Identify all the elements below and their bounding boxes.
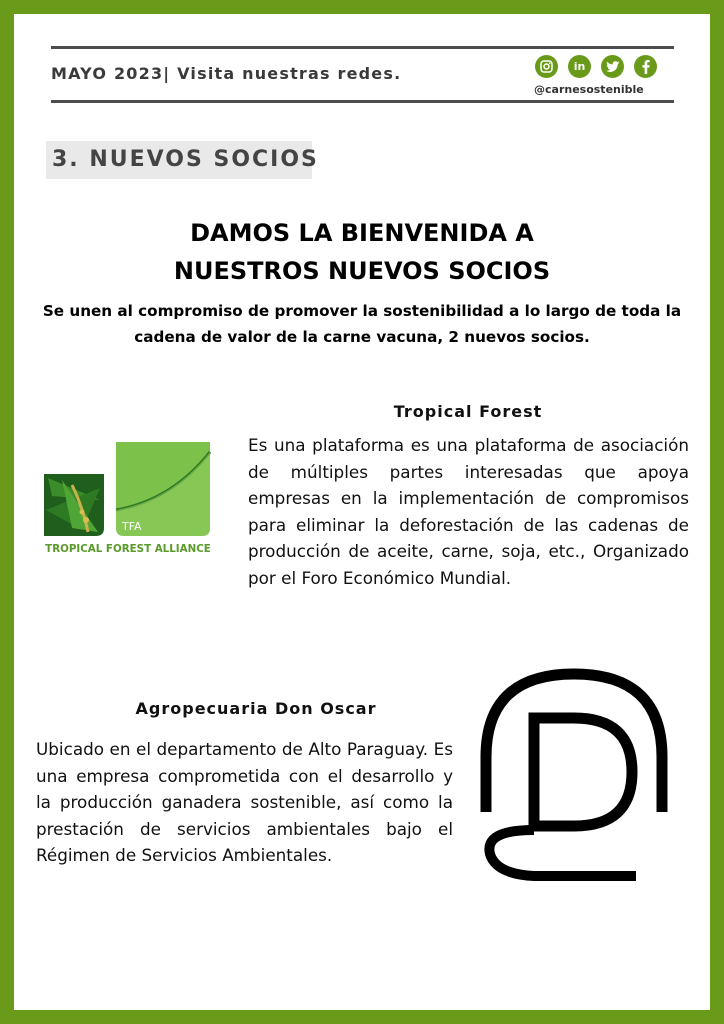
heading-line-2: NUESTROS NUEVOS SOCIOS: [173, 257, 551, 285]
tfa-logo-text: TROPICAL FOREST ALLIANCE: [45, 543, 211, 555]
tfa-logo: [42, 440, 214, 558]
social-links: [535, 55, 657, 78]
instagram-icon[interactable]: [535, 55, 558, 78]
partner-name-don-oscar: Agropecuaria Don Oscar: [135, 699, 377, 718]
social-handle[interactable]: @carnesostenible: [534, 83, 644, 96]
partner-description-don-oscar: Ubicado en el departamento de Alto Paraguay. Es una empresa comprometida con el desarrollo y la producción ganadera sostenible, así como la prestación de servicios ambientales bajo el Régimen de Servicios Ambientales.: [36, 739, 453, 865]
section-title: 3. NUEVOS SOCIOS: [46, 141, 312, 179]
tfa-abbr: TFA: [122, 520, 142, 533]
twitter-icon[interactable]: [601, 55, 624, 78]
facebook-icon[interactable]: [634, 55, 657, 78]
partner-description-tropical-forest: Es una plataforma es una plataforma de asociación de múltiples partes interesadas que apoya empresas en la implementación de compromisos para eliminar la deforestación de las cadenas de producción de aceite, carne, soja, etc., Organizado por el Foro Económico Mundial.: [248, 435, 689, 588]
header-top-rule: [51, 46, 674, 49]
header-bottom-rule: [51, 100, 674, 103]
header-date-text: MAYO 2023| Visita nuestras redes.: [51, 64, 402, 83]
heading-line-1: DAMOS LA BIENVENIDA A: [190, 219, 534, 247]
main-heading: [62, 214, 662, 290]
partner-name-tropical-forest: Tropical Forest: [393, 402, 543, 421]
intro-text: Se unen al compromiso de promover la sostenibilidad a lo largo de toda la cadena de valor de la carne vacuna, 2 nuevos socios.: [42, 302, 682, 346]
linkedin-icon[interactable]: in: [568, 55, 591, 78]
don-oscar-logo: [474, 662, 674, 892]
